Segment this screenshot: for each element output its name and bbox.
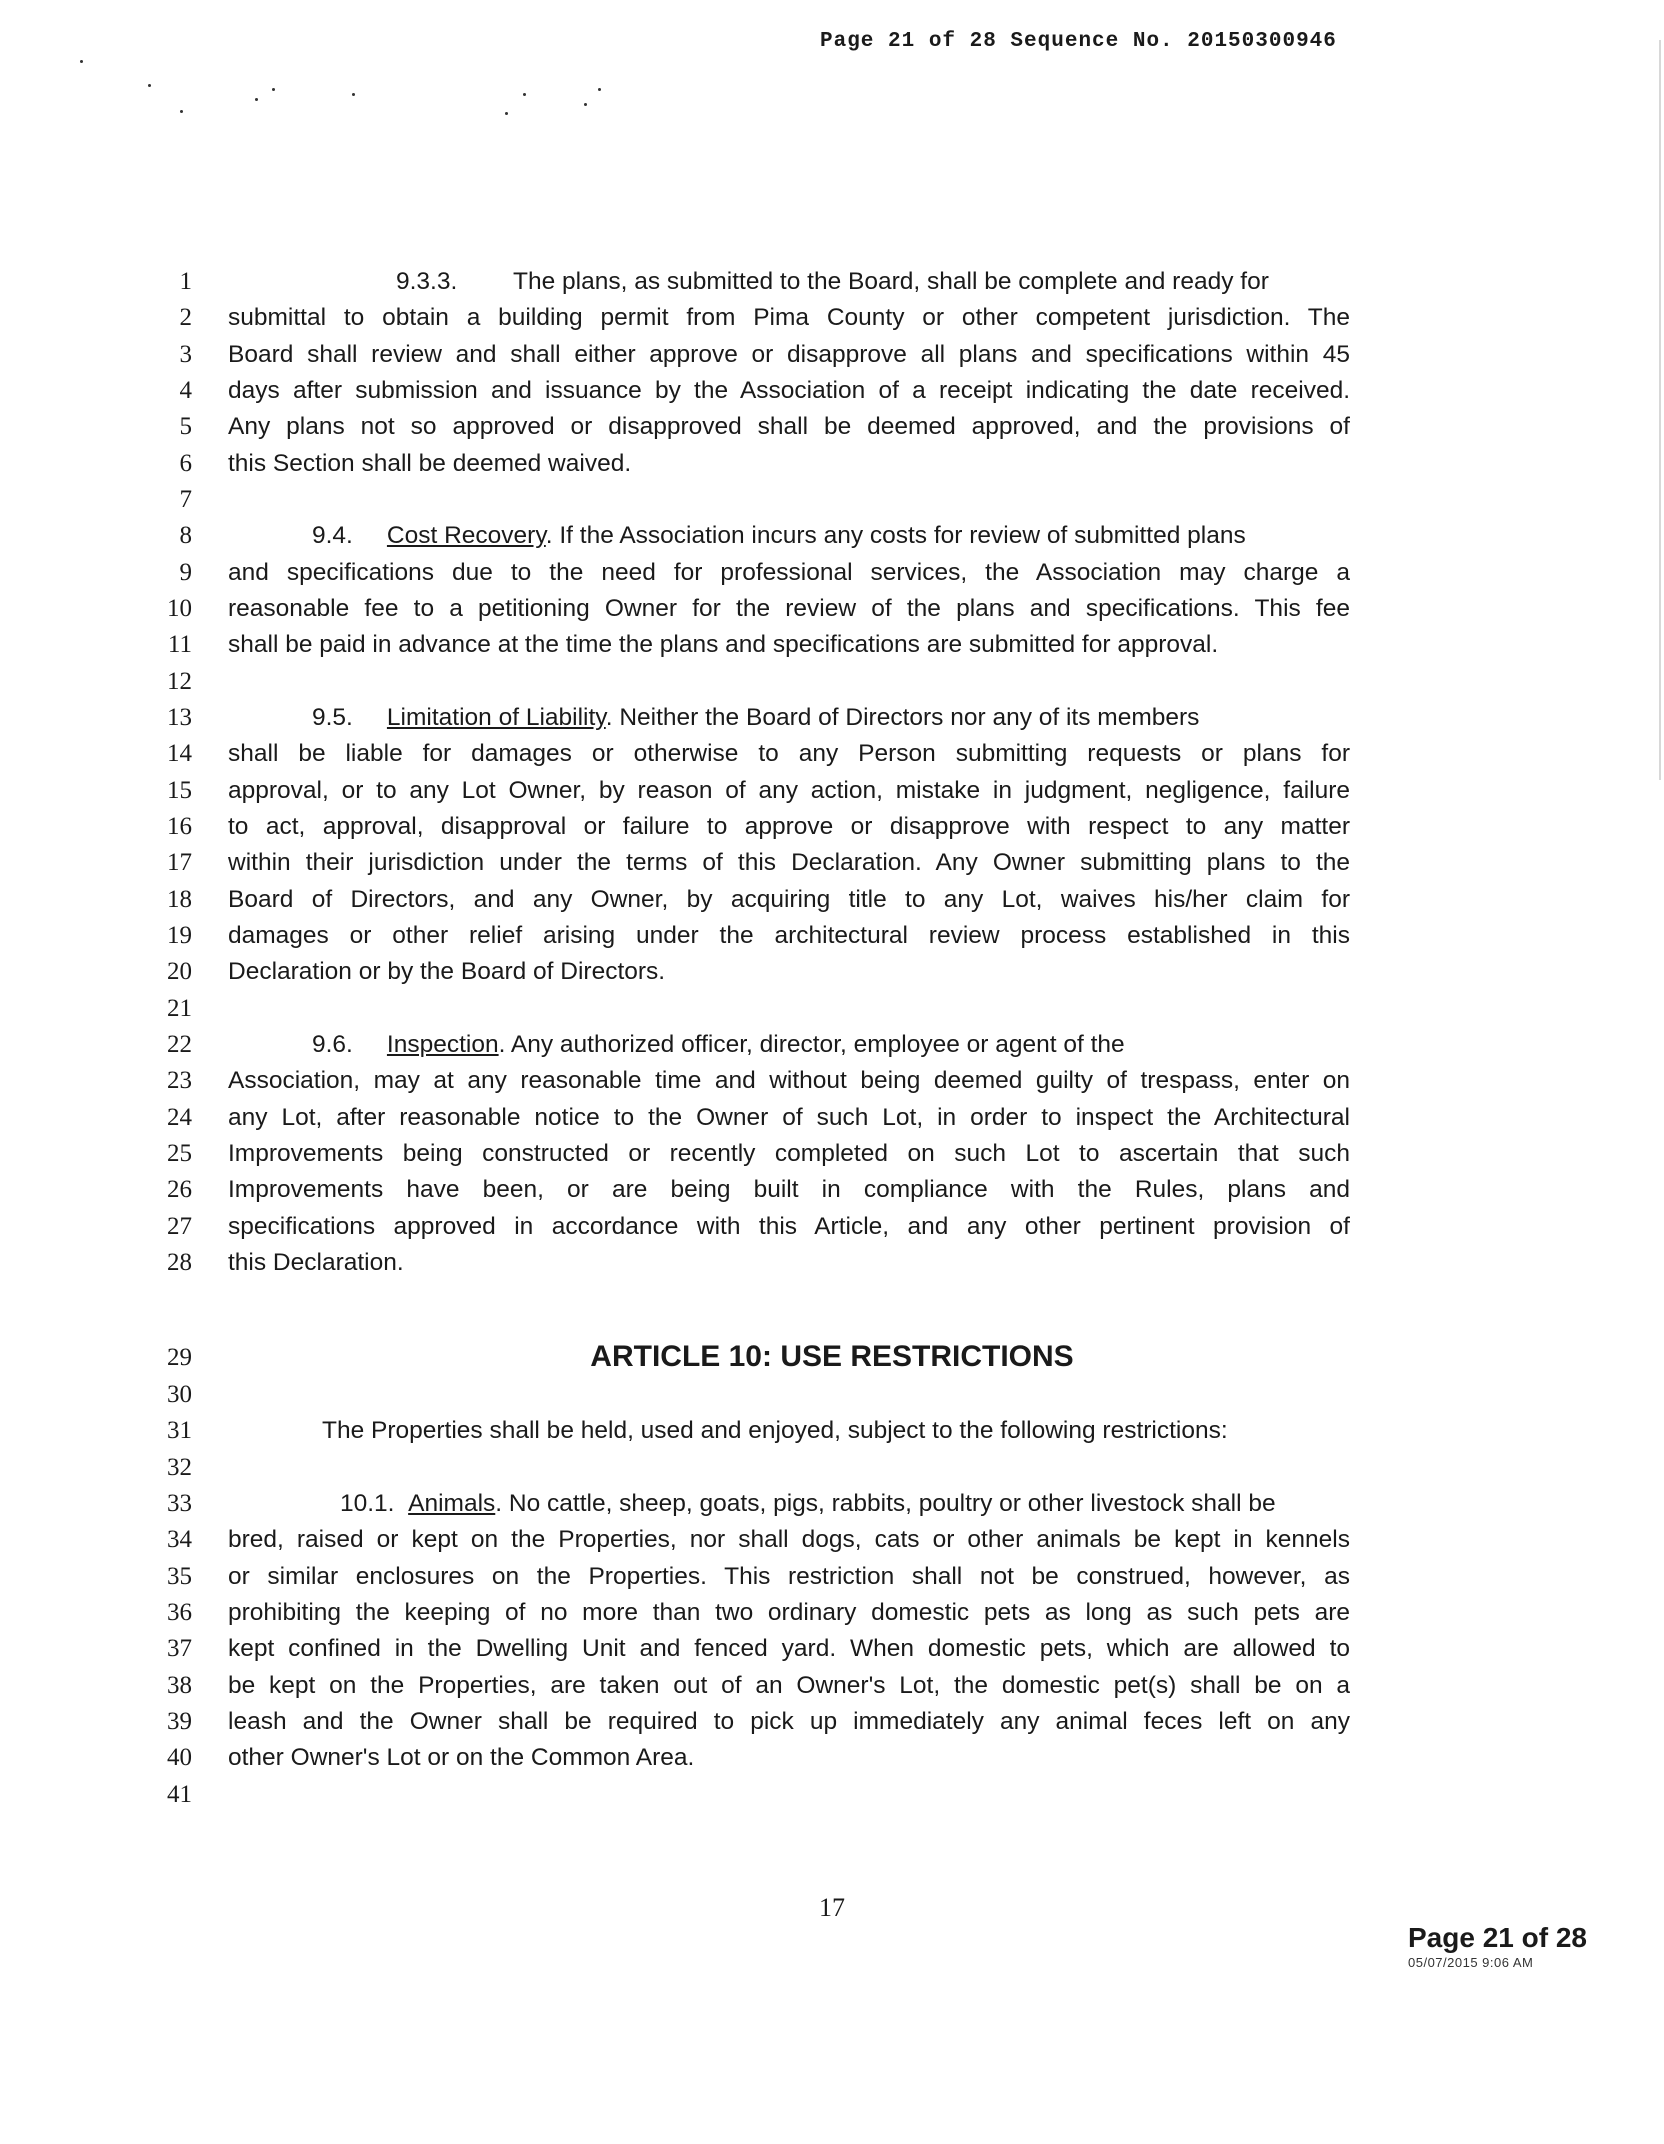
- line-number: 3: [179, 341, 192, 368]
- paragraph-line: Board of Directors, and any Owner, by acquiring title to any Lot, waives his/her claim for: [228, 886, 1350, 913]
- paragraph-line: this Declaration.: [228, 1249, 404, 1276]
- line-number: 40: [167, 1744, 192, 1771]
- paragraph-line: any Lot, after reasonable notice to the Owner of such Lot, in order to inspect the Architectural: [228, 1104, 1350, 1131]
- line-number: 27: [167, 1213, 192, 1240]
- line-number: 5: [179, 413, 192, 440]
- line-number: 19: [167, 922, 192, 949]
- line-number: 18: [167, 886, 192, 913]
- line-number: 38: [167, 1672, 192, 1699]
- line-number: 39: [167, 1708, 192, 1735]
- article-title: ARTICLE 10: USE RESTRICTIONS: [590, 1340, 1074, 1373]
- paragraph-line: specifications approved in accordance with this Article, and any other pertinent provision of: [228, 1213, 1350, 1240]
- line-number: 32: [167, 1454, 192, 1481]
- line-number: 1: [179, 268, 192, 295]
- paragraph-line: Improvements have been, or are being built in compliance with the Rules, plans and: [228, 1176, 1350, 1203]
- paragraph-line: be kept on the Properties, are taken out of an Owner's Lot, the domestic pet(s) shall be on a: [228, 1672, 1350, 1699]
- line-number: 25: [167, 1140, 192, 1167]
- scan-speck: [505, 112, 508, 115]
- paragraph-line: Any plans not so approved or disapproved shall be deemed approved, and the provisions of: [228, 413, 1350, 440]
- line-number: 30: [167, 1381, 192, 1408]
- paragraph-line: approval, or to any Lot Owner, by reason of any action, mistake in judgment, negligence, failure: [228, 777, 1350, 804]
- section-number: 10.1.: [340, 1490, 395, 1517]
- line-number: 10: [167, 595, 192, 622]
- scan-speck: [180, 110, 183, 113]
- paragraph-text: . If the Association incurs any costs for review of submitted plans: [545, 522, 1246, 549]
- line-number: 14: [167, 740, 192, 767]
- section-heading: Animals: [408, 1490, 496, 1517]
- paragraph-line: Board shall review and shall either approve or disapprove all plans and specifications within 45: [228, 341, 1350, 368]
- line-number: 28: [167, 1249, 192, 1276]
- line-number: 16: [167, 813, 192, 840]
- section-first-line: [340, 1486, 1276, 1522]
- scan-speck: [272, 88, 275, 91]
- paragraph-line: or similar enclosures on the Properties. This restriction shall not be construed, however, as: [228, 1563, 1350, 1590]
- line-number: 15: [167, 777, 192, 804]
- section-heading: Limitation of Liability: [386, 704, 606, 731]
- section-number: 9.3.3.: [396, 268, 458, 295]
- stamp-date: 05/07/2015 9:06 AM: [1408, 1955, 1534, 1970]
- section-first-line: [312, 700, 1199, 736]
- section-heading: Inspection: [386, 1031, 499, 1058]
- line-number: 35: [167, 1563, 192, 1590]
- line-number: 7: [179, 486, 192, 513]
- paragraph-line: shall be paid in advance at the time the plans and specifications are submitted for approval.: [228, 631, 1219, 658]
- section-first-line: [312, 518, 1246, 554]
- paragraph-line: bred, raised or kept on the Properties, nor shall dogs, cats or other animals be kept in kennels: [228, 1526, 1350, 1553]
- line-number: 2: [179, 304, 192, 331]
- page-number: 17: [819, 1893, 845, 1922]
- scan-speck: [148, 84, 151, 87]
- line-number: 22: [167, 1031, 192, 1058]
- line-number: 11: [167, 631, 192, 658]
- line-number: 31: [167, 1417, 192, 1444]
- line-number: 20: [167, 958, 192, 985]
- paragraph-line: reasonable fee to a petitioning Owner for the review of the plans and specifications. This fee: [228, 595, 1350, 622]
- scan-edge-line: [1659, 40, 1661, 780]
- paragraph-line: other Owner's Lot or on the Common Area.: [228, 1744, 695, 1771]
- article-intro: The Properties shall be held, used and enjoyed, subject to the following restrictions:: [322, 1417, 1228, 1444]
- paragraph-line: kept confined in the Dwelling Unit and fenced yard. When domestic pets, which are allowed to: [228, 1635, 1350, 1662]
- paragraph-line: The plans, as submitted to the Board, shall be complete and ready for: [513, 268, 1269, 295]
- line-number: 23: [167, 1067, 192, 1094]
- scan-speck: [352, 93, 355, 96]
- paragraph-text: . No cattle, sheep, goats, pigs, rabbits, poultry or other livestock shall be: [495, 1490, 1276, 1517]
- line-number: 24: [167, 1104, 192, 1131]
- scan-speck: [584, 103, 587, 106]
- section-number: 9.4.: [312, 522, 353, 549]
- paragraph-text: . Neither the Board of Directors nor any of its members: [605, 704, 1200, 731]
- line-number: 6: [179, 450, 192, 477]
- line-number: 13: [167, 704, 192, 731]
- line-number: 33: [167, 1490, 192, 1517]
- line-number: 9: [179, 559, 192, 586]
- line-number: 37: [167, 1635, 192, 1662]
- line-number: 17: [167, 849, 192, 876]
- paragraph-line: and specifications due to the need for professional services, the Association may charge a: [228, 559, 1350, 586]
- line-number: 4: [179, 377, 192, 404]
- line-number: 8: [179, 522, 192, 549]
- paragraph-line: this Section shall be deemed waived.: [228, 450, 632, 477]
- recording-header: Page 21 of 28 Sequence No. 20150300946: [820, 30, 1337, 53]
- line-number: 34: [167, 1526, 192, 1553]
- section-first-line: [312, 1027, 1125, 1063]
- recording-stamp: [1408, 1922, 1608, 1972]
- paragraph-line: within their jurisdiction under the terms of this Declaration. Any Owner submitting plans to the: [228, 849, 1350, 876]
- paragraph-line: damages or other relief arising under the architectural review process established in this: [228, 922, 1350, 949]
- paragraph-line: days after submission and issuance by the Association of a receipt indicating the date received.: [228, 377, 1350, 404]
- paragraph-line: Association, may at any reasonable time and without being deemed guilty of trespass, enter on: [228, 1067, 1350, 1094]
- paragraph-text: . Any authorized officer, director, employee or agent of the: [498, 1031, 1125, 1058]
- scan-speck: [523, 93, 526, 96]
- line-number: 29: [167, 1344, 192, 1371]
- paragraph-line: submittal to obtain a building permit from Pima County or other competent jurisdiction. The: [228, 304, 1350, 331]
- paragraph-line: shall be liable for damages or otherwise to any Person submitting requests or plans for: [228, 740, 1350, 767]
- line-number: 41: [167, 1781, 192, 1808]
- section-heading: Cost Recovery: [386, 522, 546, 549]
- paragraph-line: to act, approval, disapproval or failure to approve or disapprove with respect to any matter: [228, 813, 1350, 840]
- paragraph-line: Improvements being constructed or recently completed on such Lot to ascertain that such: [228, 1140, 1350, 1167]
- scan-speck: [255, 98, 258, 101]
- stamp-page-count: Page 21 of 28: [1408, 1922, 1587, 1953]
- paragraph-line: Declaration or by the Board of Directors.: [228, 958, 666, 985]
- line-number: 36: [167, 1599, 192, 1626]
- scan-speck: [598, 88, 601, 91]
- line-number: 26: [167, 1176, 192, 1203]
- section-number: 9.6.: [312, 1031, 353, 1058]
- paragraph-line: prohibiting the keeping of no more than two ordinary domestic pets as long as such pets are: [228, 1599, 1350, 1626]
- paragraph-line: leash and the Owner shall be required to pick up immediately any animal feces left on any: [228, 1708, 1350, 1735]
- line-number: 12: [167, 668, 192, 695]
- section-number: 9.5.: [312, 704, 353, 731]
- scan-speck: [80, 60, 83, 63]
- line-number: 21: [167, 995, 192, 1022]
